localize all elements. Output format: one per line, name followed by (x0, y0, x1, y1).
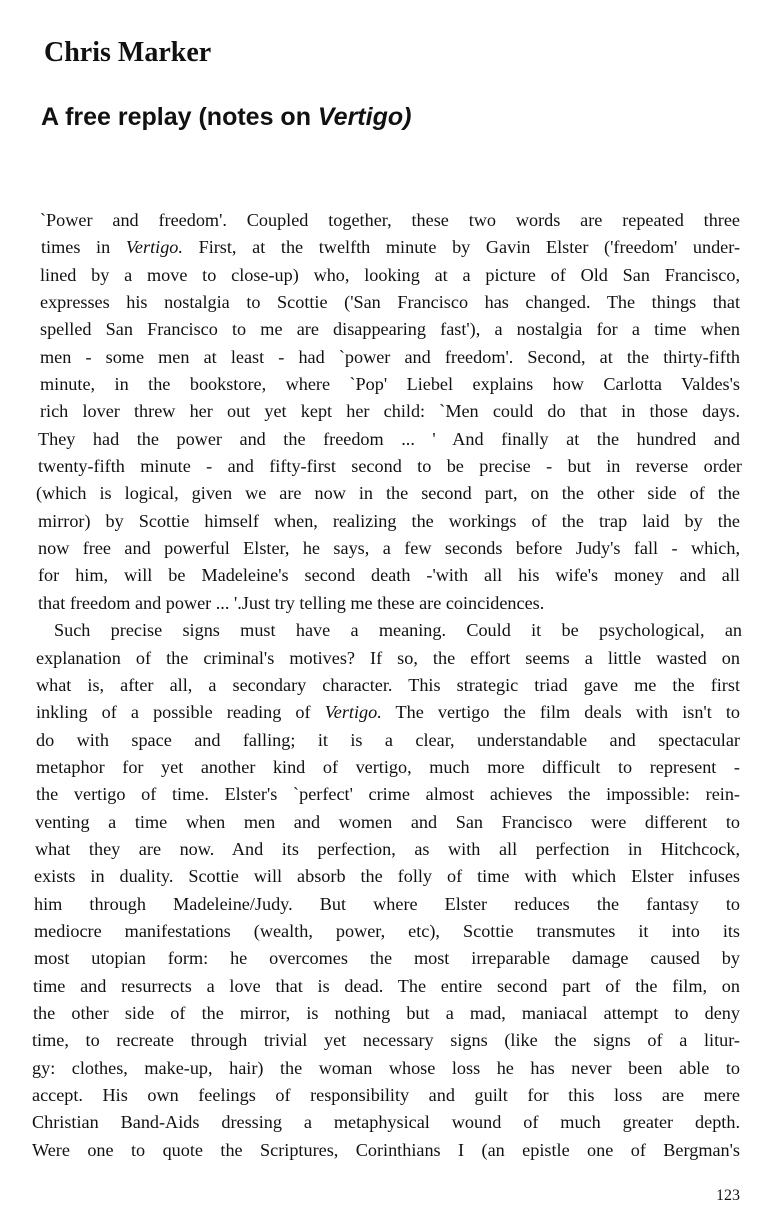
text-line (28, 672, 740, 699)
text-line (28, 863, 740, 890)
text-line (28, 426, 740, 453)
line-text: Christian Band-Aids dressing a metaphysical wound of much greater depth. (32, 1112, 740, 1133)
line-text: the other side of the mirror, is nothing but a mad, maniacal attempt to deny (33, 1002, 740, 1023)
line-text: gy: clothes, make-up, hair) the woman whose loss he has never been able to (32, 1057, 740, 1078)
line-text: Such precise signs must have a meaning. Could it be psychological, an (54, 620, 742, 641)
line-text: do with space and falling; it is a clear, understandable and spectacular (36, 729, 740, 750)
line-text: times in (41, 237, 126, 258)
line-text: metaphor for yet another kind of vertigo, much more difficult to represent - (36, 756, 740, 777)
line-text: twenty-fifth minute - and fifty-first second to be precise - but in reverse order (38, 456, 742, 477)
line-text: accept. His own feelings of responsibility and guilt for this loss are mere (32, 1085, 740, 1105)
line-text: that freedom and power ... '.Just try telling me these are coincidences. (38, 592, 545, 613)
line-text: him through Madeleine/Judy. But where Elster reduces the fantasy to (34, 893, 740, 914)
text-line (28, 207, 740, 234)
line-text: mirror) by Scottie himself when, realizing the workings of the trap laid by the (38, 510, 740, 531)
line-text: the vertigo of time. Elster's `perfect' crime almost achieves the impossible: rein- (36, 784, 740, 805)
line-text: time and resurrects a love that is dead. The entire second part of the film, on (33, 975, 740, 996)
line-text: now free and powerful Elster, he says, a few seconds before Judy's fall - which, (38, 538, 740, 559)
line-text: most utopian form: he overcomes the most irreparable damage caused by (34, 948, 740, 969)
page-number: 123 (716, 1187, 740, 1204)
text-line (28, 645, 740, 672)
article-title (41, 101, 411, 133)
text-line (28, 316, 740, 343)
line-text: exists in duality. Scottie will absorb the folly of time with which Elster infuses (34, 866, 740, 887)
article-body (28, 207, 748, 1164)
text-line (28, 617, 742, 644)
text-line (28, 1137, 740, 1164)
text-line (28, 973, 740, 1000)
line-text: They had the power and the freedom ... ' And finally at the hundred and (38, 428, 740, 449)
text-line (28, 891, 740, 918)
text-line (28, 289, 740, 316)
line-text: what they are now. And its perfection, as with all perfection in Hitchcock, (35, 838, 740, 859)
text-line (28, 809, 740, 836)
text-line (28, 945, 740, 972)
text-line (28, 1082, 740, 1109)
line-text: First, at the twelfth minute by Gavin Elster ('freedom' under- (182, 237, 740, 258)
title-film: Vertigo) (317, 103, 412, 131)
text-line (28, 1027, 740, 1054)
text-line (28, 508, 740, 535)
line-text: spelled San Francisco to me are disappearing fast'), a nostalgia for a time when (40, 319, 740, 340)
text-line (28, 727, 740, 754)
text-line (28, 262, 740, 289)
text-line (28, 836, 740, 863)
text-line (28, 453, 742, 480)
line-text: Were one to quote the Scriptures, Corinthians I (an epistle one of Bergman's (32, 1139, 740, 1160)
line-text: (which is logical, given we are now in the second part, on the other side of the (36, 483, 740, 504)
line-text: venting a time when men and women and San Francisco were different to (35, 811, 740, 832)
line-text: lined by a move to close-up) who, looking at a picture of Old San Francisco, (40, 264, 740, 285)
text-line (28, 535, 740, 562)
line-text: minute, in the bookstore, where `Pop' Liebel explains how Carlotta Valdes's (40, 374, 740, 395)
text-line (28, 371, 740, 398)
text-line (28, 918, 740, 945)
film-title-italic: Vertigo. (324, 702, 382, 723)
author-name: Chris Marker (44, 37, 212, 68)
line-text: explanation of the criminal's motives? If so, the effort seems a little wasted on (36, 647, 740, 668)
line-text: expresses his nostalgia to Scottie ('San Francisco has changed. The things that (40, 292, 740, 313)
film-title-italic: Vertigo. (125, 237, 183, 258)
line-text: men - some men at least - had `power and freedom'. Second, at the thirty-fifth (40, 346, 740, 367)
line-text: for him, will be Madeleine's second death -'with all his wife's money and all (38, 565, 740, 586)
text-line (28, 480, 740, 507)
line-text: `Power and freedom'. Coupled together, these two words are repeated three (40, 210, 740, 230)
text-line (28, 1055, 740, 1082)
line-text: The vertigo the film deals with isn't to (381, 702, 740, 723)
line-text: rich lover threw her out yet kept her child: `Men could do that in those days. (40, 401, 740, 422)
text-line (28, 781, 740, 808)
line-text: mediocre manifestations (wealth, power, etc), Scottie transmutes it into its (34, 920, 740, 941)
line-text: inkling of a possible reading of (36, 702, 325, 723)
text-line (28, 234, 740, 261)
line-text: time, to recreate through trivial yet necessary signs (like the signs of a litur- (32, 1030, 740, 1051)
text-line (28, 398, 740, 425)
text-line (28, 1000, 740, 1027)
line-text: what is, after all, a secondary character. This strategic triad gave me the first (36, 674, 740, 695)
text-line (28, 754, 740, 781)
title-prefix: A free replay (notes on (41, 103, 318, 131)
text-line (28, 562, 740, 589)
text-line (28, 699, 740, 726)
text-line (28, 344, 740, 371)
text-line (28, 1109, 740, 1136)
text-line (28, 590, 740, 617)
